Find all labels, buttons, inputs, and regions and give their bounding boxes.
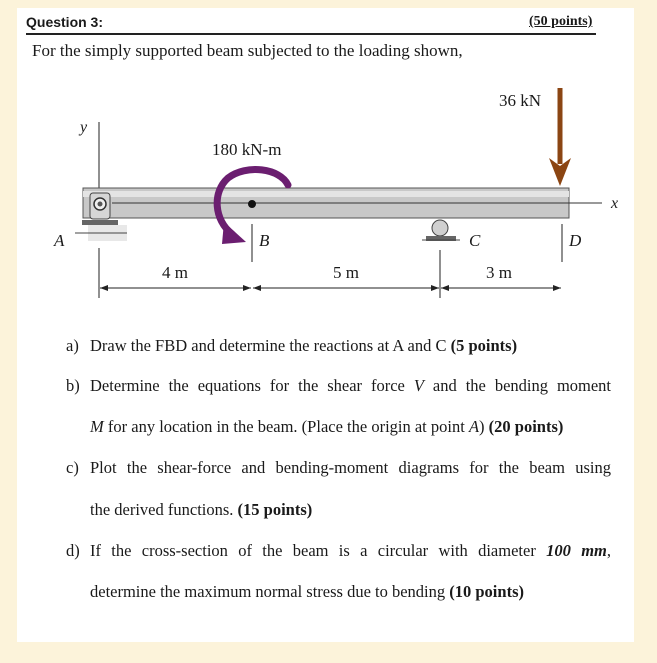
point-d-label: D xyxy=(569,231,582,250)
part-d-comma: , xyxy=(606,541,612,560)
part-b-tag: b) xyxy=(66,376,80,395)
moment-label: 180 kN-m xyxy=(212,140,282,159)
part-b-text1: Determine the equations for the shear force xyxy=(90,376,405,395)
point-b-dot xyxy=(248,200,256,208)
part-d-text1: If the cross-section of the beam is a circular with diameter xyxy=(90,541,536,560)
point-a-label: A xyxy=(54,231,65,250)
question-points: (50 points) xyxy=(529,14,593,29)
part-b-text2: and the bending moment xyxy=(432,376,612,395)
point-b-label: B xyxy=(259,231,270,250)
part-b-a: A xyxy=(468,417,480,436)
point-c-label: C xyxy=(469,231,481,250)
part-a-text: Draw the FBD and determine the reactions at A and C xyxy=(90,336,447,355)
question-title: Question 3: xyxy=(26,14,104,30)
dim-bc-label: 5 m xyxy=(333,263,359,282)
y-axis-label: y xyxy=(80,119,88,136)
moment-arrowhead xyxy=(222,222,246,244)
part-b-m: M xyxy=(90,417,104,436)
part-c-line2 xyxy=(90,500,611,520)
part-d-line2 xyxy=(90,582,611,602)
part-d-points: (10 points) xyxy=(449,582,524,601)
part-b-text4: ) xyxy=(479,417,485,436)
point-load-label: 36 kN xyxy=(499,91,542,110)
part-a-points: (5 points) xyxy=(450,336,518,355)
part-c-text2: the derived functions. xyxy=(90,500,234,519)
part-c-text1: Plot the shear-force and bending-moment diagrams for the beam using xyxy=(90,458,611,477)
dim-cd-label: 3 m xyxy=(486,263,512,282)
part-c-points: (15 points) xyxy=(237,500,313,519)
part-b-text3: for any location in the beam. (Place the origin at point xyxy=(107,417,465,436)
part-b-points: (20 points) xyxy=(488,417,564,436)
part-b-line2 xyxy=(90,417,611,437)
part-d-diameter: 100 mm xyxy=(546,541,607,560)
part-d-tag: d) xyxy=(66,541,80,560)
beam-highlight xyxy=(83,191,569,197)
part-c-tag: c) xyxy=(66,458,79,477)
x-axis-label: x xyxy=(611,195,619,212)
part-d-text2: determine the maximum normal stress due to bending xyxy=(90,582,446,601)
part-b-v: V xyxy=(413,376,424,395)
part-a-tag: a) xyxy=(66,336,79,355)
question-prompt: For the simply supported beam subjected to the loading shown, xyxy=(32,41,463,60)
roller-support-c xyxy=(426,220,456,241)
dim-ab-label: 4 m xyxy=(162,263,188,282)
